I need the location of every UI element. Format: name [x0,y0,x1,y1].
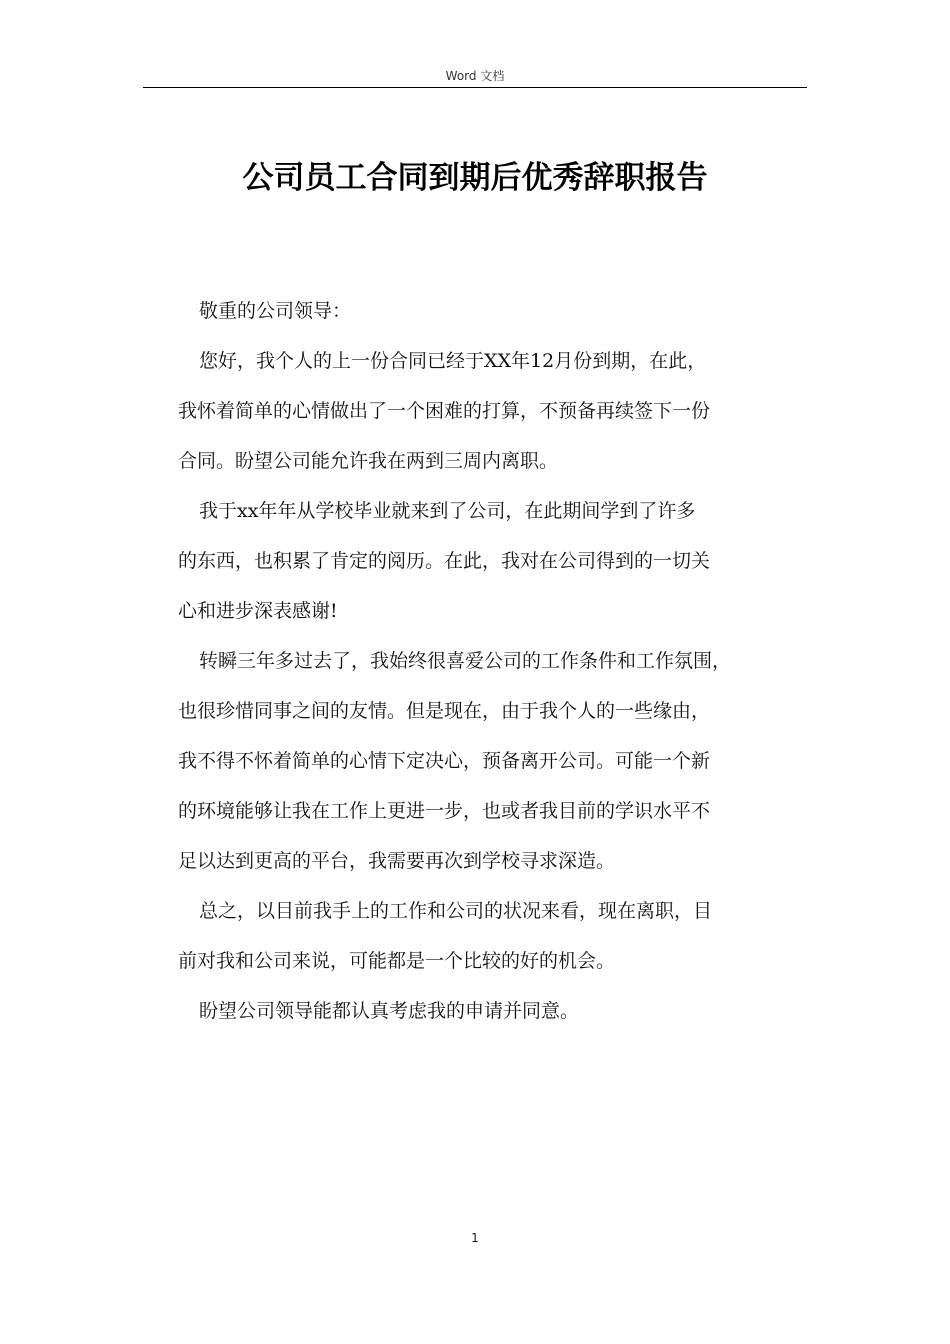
body-line: 我怀着简单的心情做出了一个困难的打算，不预备再续签下一份 [178,400,711,422]
body-line: 足以达到更高的平台，我需要再次到学校寻求深造。 [178,850,616,872]
header-divider [143,87,807,88]
page-number: 1 [471,1231,479,1245]
body-line: 合同。盼望公司能允许我在两到三周内离职。 [178,450,559,472]
body-line: 总之，以目前我手上的工作和公司的状况来看，现在离职，目 [199,900,713,922]
body-line: 也很珍惜同事之间的友情。但是现在，由于我个人的一些缘由， [178,700,711,722]
body-line: 转瞬三年多过去了，我始终很喜爱公司的工作条件和工作氛围， [199,650,732,672]
body-line: 盼望公司领导能都认真考虑我的申请并同意。 [199,1000,580,1022]
body-line: 前对我和公司来说，可能都是一个比较的好的机会。 [178,950,616,972]
body-line: 敬重的公司领导： [199,300,352,322]
body-line: 的环境能够让我在工作上更进一步，也或者我目前的学识水平不 [178,800,711,822]
body-line: 的东西，也积累了肯定的阅历。在此，我对在公司得到的一切关 [178,550,711,572]
body-line: 我于xx年年从学校毕业就来到了公司，在此期间学到了许多 [199,500,696,522]
body-line: 我不得不怀着简单的心情下定决心，预备离开公司。可能一个新 [178,750,711,772]
body-line: 您好，我个人的上一份合同已经于XX年12月份到期，在此， [199,350,707,372]
page-header: Word 文档 [445,69,505,83]
document-body [178,286,810,1036]
body-line: 心和进步深表感谢! [178,600,338,622]
document-title: 公司员工合同到期后优秀辞职报告 [242,160,708,196]
